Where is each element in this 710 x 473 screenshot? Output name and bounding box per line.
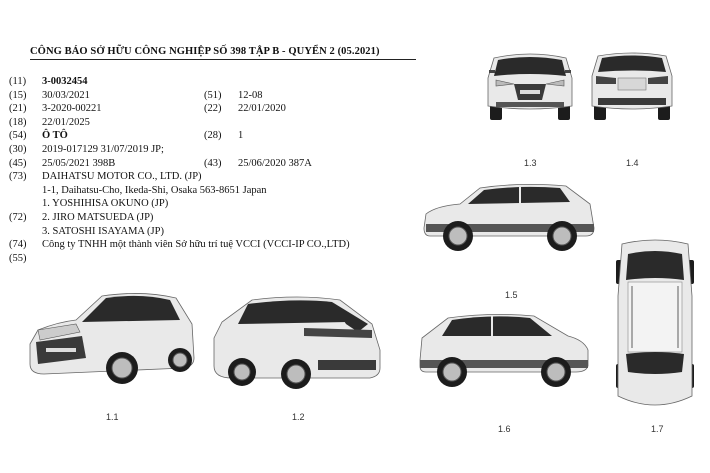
- code-28: (28): [204, 130, 222, 142]
- code-43: (43): [204, 157, 222, 169]
- field-row-30: [9, 143, 429, 157]
- figure-1-6-side-view: [416, 310, 592, 390]
- caption-1-5: 1.5: [505, 290, 518, 300]
- field-row-15-51: [9, 89, 429, 103]
- code-55: (55): [9, 252, 27, 264]
- figure-1-2-rear-perspective: [208, 294, 386, 396]
- caption-1-3: 1.3: [524, 158, 537, 168]
- caption-1-4: 1.4: [626, 158, 639, 168]
- figure-1-5-side-view: [420, 180, 598, 256]
- field-row-21-22: [9, 102, 429, 116]
- code-73: (73): [9, 171, 27, 183]
- code-54: (54): [9, 130, 27, 142]
- owner-address: 1-1, Daihatsu-Cho, Ikeda-Shi, Osaka 563-8651 Japan: [42, 184, 267, 196]
- caption-1-7: 1.7: [651, 424, 664, 434]
- design-count: 1: [238, 130, 244, 142]
- code-22: (22): [204, 103, 222, 115]
- filing-date: 22/01/2020: [238, 103, 286, 115]
- code-51: (51): [204, 89, 222, 101]
- expiry-date: 22/01/2025: [42, 116, 90, 128]
- field-row-45-43: [9, 157, 429, 171]
- code-15: (15): [9, 89, 27, 101]
- field-row-72-c: [9, 225, 429, 239]
- field-row-18: [9, 116, 429, 130]
- priority-data: 2019-017129 31/07/2019 JP;: [42, 143, 164, 155]
- inventor-2: 2. JIRO MATSUEDA (JP): [42, 211, 154, 223]
- code-21: (21): [9, 103, 27, 115]
- code-45: (45): [9, 157, 27, 169]
- code-30: (30): [9, 143, 27, 155]
- figure-1-1-front-perspective: [24, 288, 200, 396]
- field-row-74: [9, 238, 429, 252]
- code-18: (18): [9, 116, 27, 128]
- application-number: 3-2020-00221: [42, 103, 102, 115]
- design-title: Ô TÔ: [42, 130, 68, 142]
- code-72: (72): [9, 211, 27, 223]
- application-publication: 25/06/2020 387A: [238, 157, 312, 169]
- owner-name: DAIHATSU MOTOR CO., LTD. (JP): [42, 171, 202, 183]
- field-row-72-b: [9, 211, 429, 225]
- code-74: (74): [9, 239, 27, 251]
- grant-date: 30/03/2021: [42, 89, 90, 101]
- code-11: (11): [9, 76, 27, 87]
- caption-1-1: 1.1: [106, 412, 119, 422]
- record-fields: [9, 75, 429, 265]
- locarno-class: 12-08: [238, 89, 263, 101]
- caption-1-6: 1.6: [498, 424, 511, 434]
- gazette-header: CÔNG BÁO SỞ HỮU CÔNG NGHIỆP SỐ 398 TẬP B - QUYỂN 2 (05.2021): [30, 46, 416, 60]
- field-row-54-28: [9, 129, 429, 143]
- figure-1-3-front-view: [484, 48, 576, 122]
- ip-agent: Công ty TNHH một thành viên Sở hữu trí tuệ VCCI (VCCI-IP CO.,LTD): [42, 239, 350, 251]
- figure-1-7-top-view: [612, 236, 698, 414]
- caption-1-2: 1.2: [292, 412, 305, 422]
- field-row-55: [9, 252, 429, 266]
- figure-1-4-rear-view: [588, 48, 676, 122]
- inventor-1: 1. YOSHIHISA OKUNO (JP): [42, 198, 169, 210]
- registration-number: 3-0032454: [42, 76, 88, 87]
- field-row-11: [9, 75, 429, 89]
- publication-date: 25/05/2021 398B: [42, 157, 116, 169]
- field-row-72-a: [9, 197, 429, 211]
- field-row-73: [9, 170, 429, 184]
- inventor-3: 3. SATOSHI ISAYAMA (JP): [42, 225, 164, 237]
- field-row-73-address: [9, 184, 429, 198]
